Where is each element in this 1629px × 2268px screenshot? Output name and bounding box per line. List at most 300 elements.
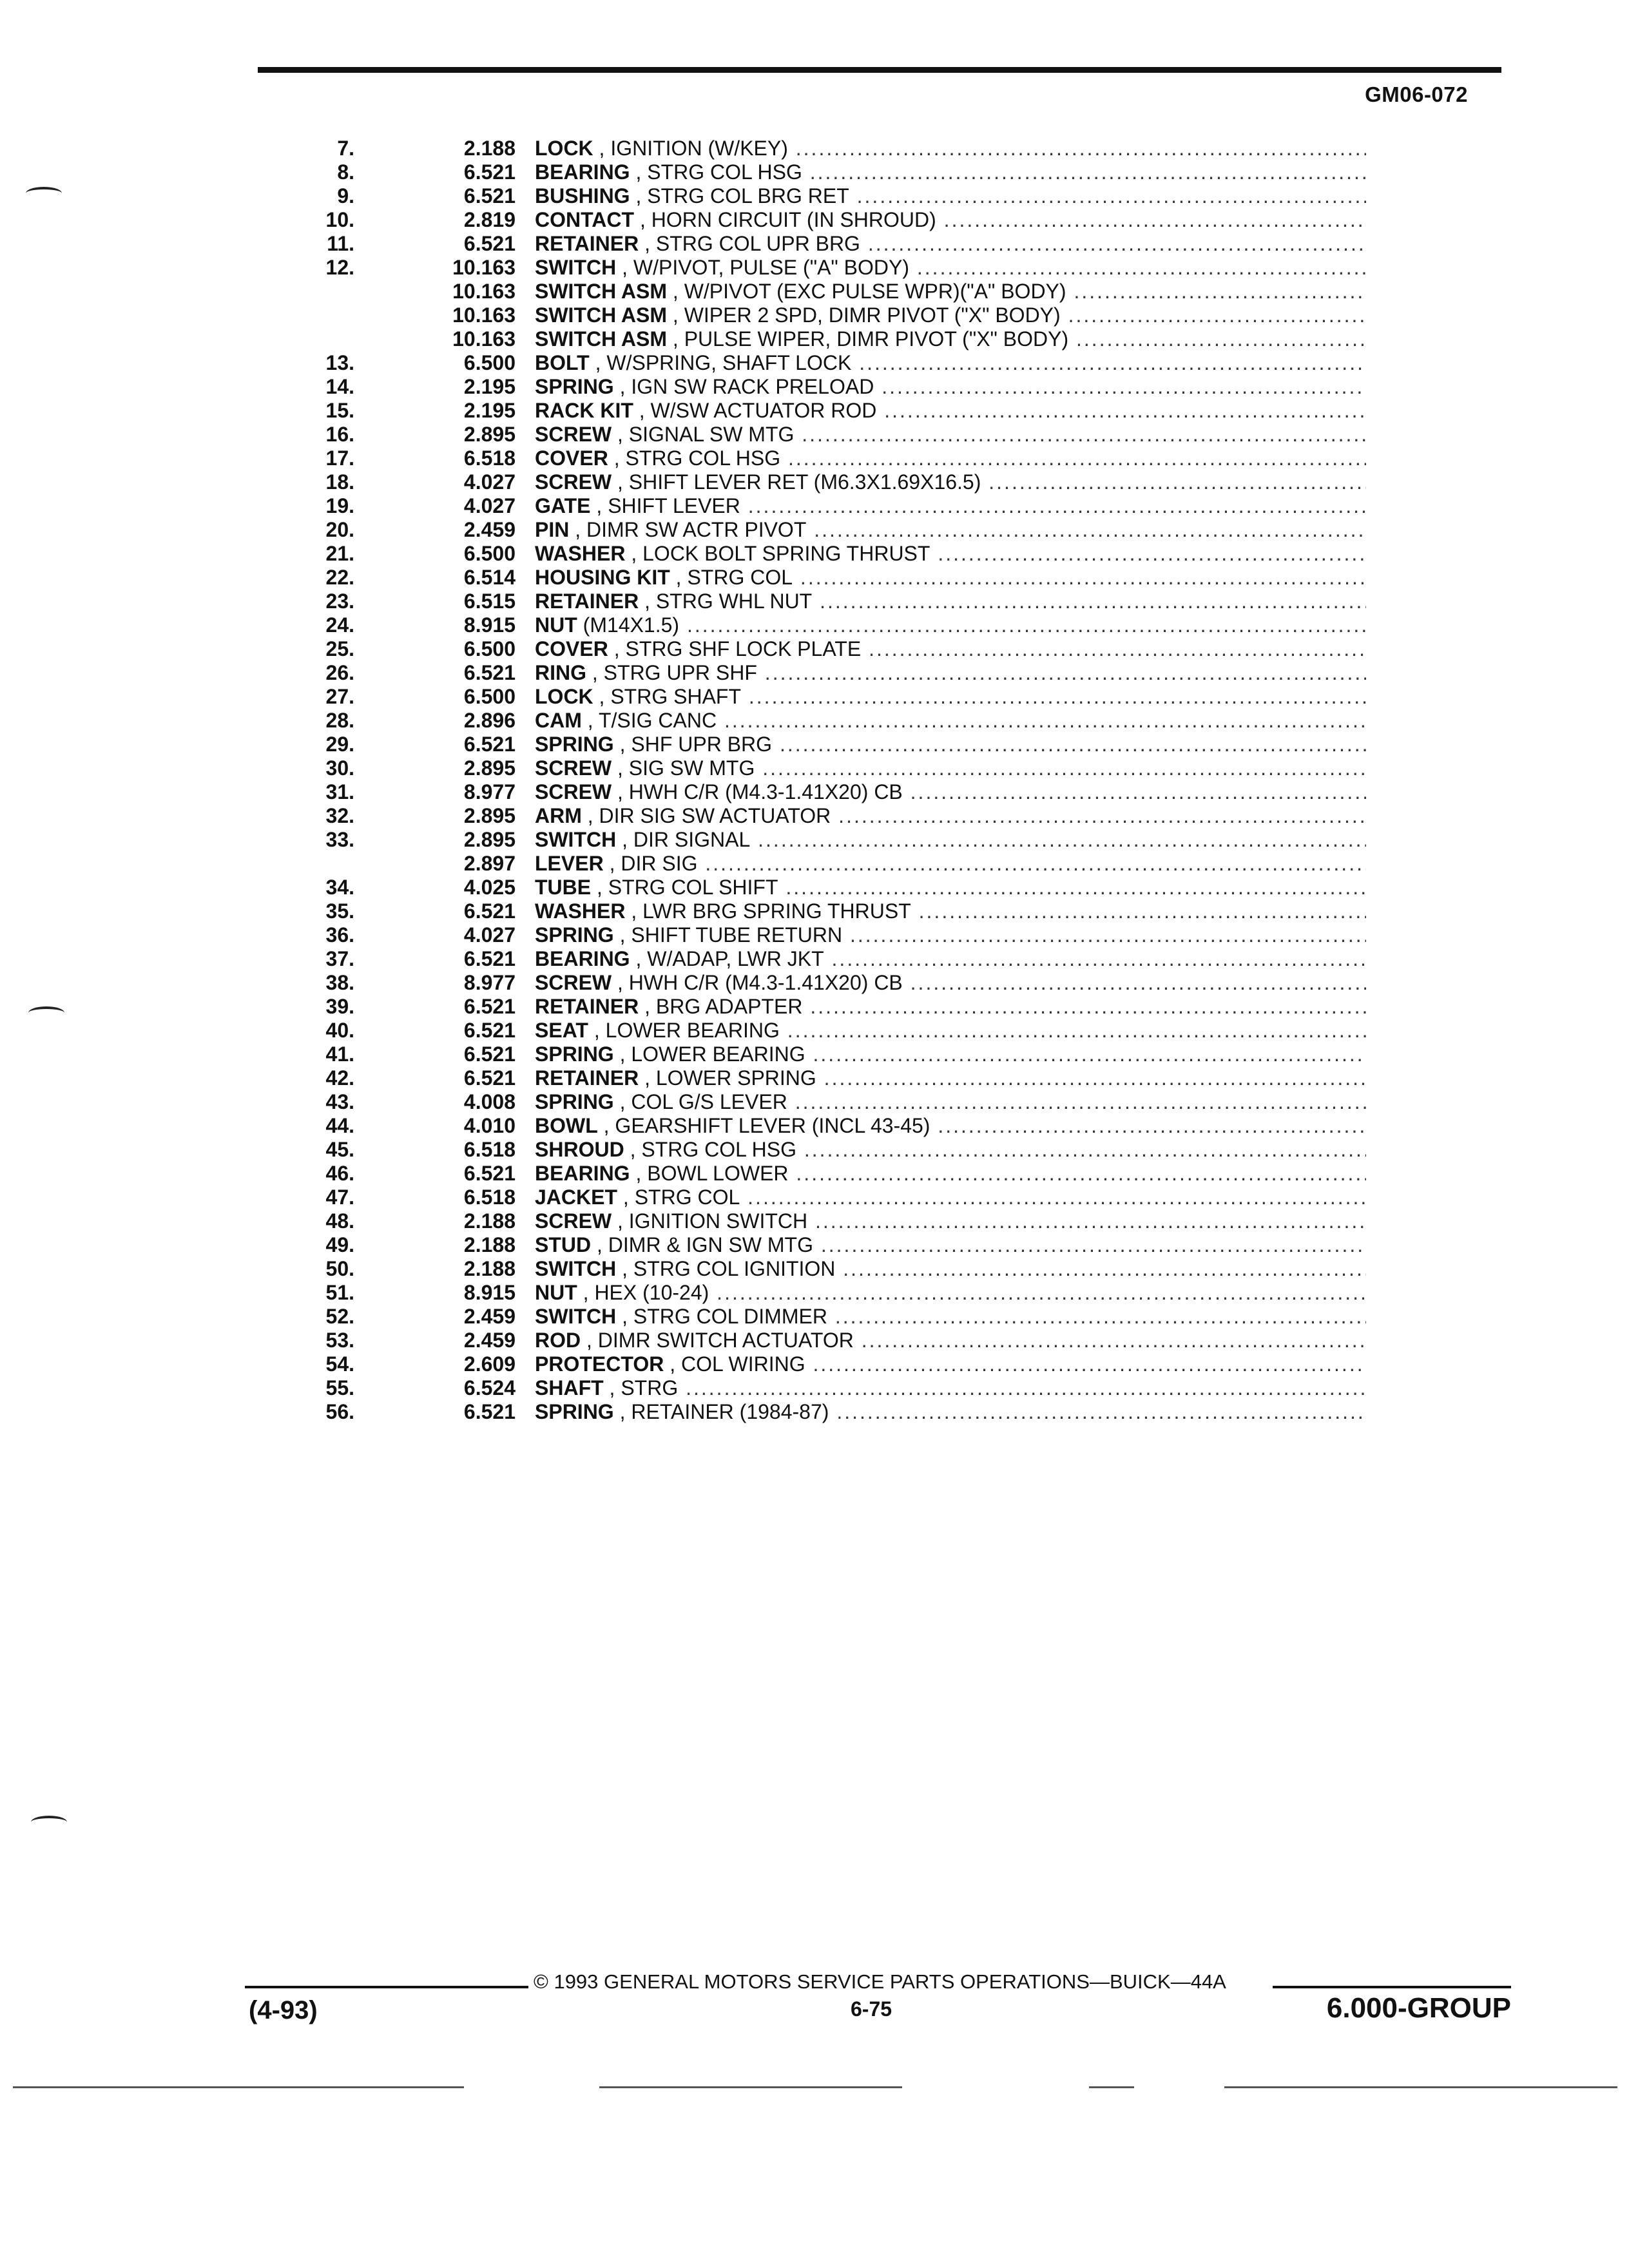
reference-number: 55. [325,1376,354,1399]
group-number: 2.188 [463,1209,516,1233]
group-label: 6.000-GROUP [1326,1992,1511,2024]
part-row [296,733,1366,756]
group-number: 6.521 [463,995,516,1018]
part-row [296,470,1366,494]
reference-number: 52. [325,1305,354,1328]
reference-number: 18. [325,470,354,494]
part-description: WASHER , LOCK BOLT SPRING THRUST ..... [535,542,1366,566]
part-description: ROD , DIMR SWITCH ACTUATOR ..... [535,1329,1366,1352]
part-detail: STRG COL HSG [647,160,802,184]
part-detail: COL G/S LEVER [631,1090,787,1113]
part-row [296,1090,1366,1114]
group-number: 2.819 [463,208,516,231]
reference-number: 29. [325,733,354,756]
part-detail: W/ADAP, LWR JKT [647,947,824,970]
part-name: BOLT [535,351,590,374]
part-description: SHAFT , STRG ..... [535,1376,1366,1400]
part-detail: IGN SW RACK PRELOAD [631,375,874,398]
part-detail: W/SPRING, SHAFT LOCK [606,351,852,374]
part-detail: STRG COL SHIFT [608,876,778,899]
part-row [296,303,1366,327]
part-name: SCREW [535,756,612,780]
part-description: HOUSING KIT , STRG COL ..... [535,566,1366,590]
part-detail: LWR BRG SPRING THRUST [642,899,911,923]
reference-number: 12. [325,256,354,279]
part-name: COVER [535,637,608,660]
part-name: SHROUD [535,1138,624,1161]
part-description: SWITCH ASM , WIPER 2 SPD, DIMR PIVOT ("X" BODY) ..... [535,303,1366,327]
part-description: ARM , DIR SIG SW ACTUATOR ..... [535,804,1366,828]
part-name: SWITCH ASM [535,327,668,351]
group-number: 2.459 [463,1329,516,1352]
reference-number: 36. [325,923,354,947]
reference-number: 15. [325,399,354,422]
part-name: LOCK [535,137,593,160]
group-number: 6.521 [463,184,516,207]
group-number: 6.521 [463,232,516,255]
part-detail: STRG COL HSG [625,447,781,470]
reference-number: 41. [325,1043,354,1066]
part-row [296,399,1366,423]
group-number: 2.195 [463,399,516,422]
part-description: NUT , HEX (10-24) ..... [535,1281,1366,1305]
part-description [535,613,1366,637]
part-detail: HORN CIRCUIT (IN SHROUD) [651,208,936,231]
part-description: SCREW , SHIFT LEVER RET (M6.3X1.69X16.5) ..... [535,470,1366,494]
part-name: BOWL [535,1114,598,1137]
part-name: LEVER [535,852,604,875]
group-number: 2.895 [463,828,516,851]
group-number: 6.518 [463,447,516,470]
part-detail: STRG COL BRG RET [647,184,849,207]
part-detail: SIGNAL SW MTG [628,423,795,446]
part-row [296,208,1366,232]
part-description: SHROUD , STRG COL HSG ..... [535,1138,1366,1162]
part-description: GATE , SHIFT LEVER ..... [535,494,1366,518]
part-row [296,1162,1366,1186]
part-detail: DIMR & IGN SW MTG [608,1233,813,1256]
part-description: STUD , DIMR & IGN SW MTG ..... [535,1233,1366,1257]
reference-number: 8. [337,160,354,184]
reference-number: 54. [325,1352,354,1376]
group-number: 6.500 [463,351,516,374]
part-row [296,447,1366,470]
group-number: 6.518 [463,1138,516,1161]
part-detail: T/SIG CANC [598,709,717,732]
part-description: RING , STRG UPR SHF ..... [535,661,1366,685]
group-number: 6.515 [463,590,516,613]
part-description: RETAINER , LOWER SPRING ..... [535,1066,1366,1090]
reference-number: 47. [325,1186,354,1209]
part-name: BEARING [535,947,630,970]
part-detail: PULSE WIPER, DIMR PIVOT ("X" BODY) [684,327,1069,351]
part-detail: STRG SHF LOCK PLATE [625,637,862,660]
part-name: SCREW [535,470,612,494]
reference-number: 7. [337,137,354,160]
group-number: 10.163 [452,303,516,327]
part-name: NUT [535,1281,577,1304]
part-description: BEARING , BOWL LOWER ..... [535,1162,1366,1186]
group-number: 10.163 [452,280,516,303]
part-row [296,1257,1366,1281]
part-row [296,1352,1366,1376]
reference-number: 37. [325,947,354,970]
part-description: RETAINER , STRG COL UPR BRG ..... [535,232,1366,256]
part-detail: BOWL LOWER [647,1162,789,1185]
part-description: LOCK , STRG SHAFT ..... [535,685,1366,709]
part-name: CONTACT [535,208,635,231]
part-description: BEARING , W/ADAP, LWR JKT ..... [535,947,1366,971]
part-detail: IGNITION SWITCH [628,1209,808,1233]
part-name: RETAINER [535,995,639,1018]
group-number: 6.521 [463,1019,516,1042]
binder-hole-mark [28,1006,64,1019]
reference-number: 16. [325,423,354,446]
part-name: NUT [535,613,577,637]
scan-line [1224,2086,1617,2088]
part-name: ROD [535,1329,581,1352]
part-detail: STRG COL [634,1186,740,1209]
part-description: SWITCH , W/PIVOT, PULSE ("A" BODY) ..... [535,256,1366,280]
part-description: COVER , STRG SHF LOCK PLATE ..... [535,637,1366,661]
reference-number: 40. [325,1019,354,1042]
part-row [296,542,1366,566]
part-row [296,232,1366,256]
part-description: SPRING , RETAINER (1984-87) ..... [535,1400,1366,1424]
part-detail: HWH C/R (M4.3-1.41X20) CB [628,780,903,803]
group-number: 2.188 [463,1233,516,1256]
part-name: SWITCH [535,828,617,851]
part-name: SWITCH [535,1305,617,1328]
part-row [296,876,1366,899]
binder-hole-mark [31,1816,67,1829]
part-name: SCREW [535,423,612,446]
reference-number: 11. [327,232,354,255]
part-name: PIN [535,518,570,541]
reference-number: 46. [325,1162,354,1185]
part-row [296,828,1366,852]
part-name: SCREW [535,780,612,803]
group-number: 4.027 [463,923,516,947]
part-detail: LOWER BEARING [605,1019,780,1042]
part-name: GATE [535,494,591,517]
group-number: 6.514 [463,566,516,589]
part-description: SWITCH , DIR SIGNAL ..... [535,828,1366,852]
part-row [296,661,1366,685]
part-row [296,256,1366,280]
part-row [296,280,1366,303]
reference-number: 27. [325,685,354,708]
part-detail: WIPER 2 SPD, DIMR PIVOT ("X" BODY) [684,303,1061,327]
reference-number: 39. [325,995,354,1018]
group-number: 2.459 [463,1305,516,1328]
part-description: BUSHING , STRG COL BRG RET ..... [535,184,1366,208]
group-number: 2.895 [463,423,516,446]
part-row [296,518,1366,542]
part-name: SWITCH [535,256,617,279]
part-description: RACK KIT , W/SW ACTUATOR ROD ..... [535,399,1366,423]
part-name: COVER [535,447,608,470]
part-name: SWITCH [535,1257,617,1280]
part-detail: DIR SIGNAL [633,828,751,851]
part-detail: COL WIRING [680,1352,805,1376]
part-row [296,590,1366,613]
part-description: LEVER , DIR SIG ..... [535,852,1366,876]
part-detail: STRG COL IGNITION [633,1257,836,1280]
reference-number: 34. [325,876,354,899]
copyright-notice: © 1993 GENERAL MOTORS SERVICE PARTS OPERATIONS—BUICK—44A [534,1970,1226,1993]
part-detail: STRG COL UPR BRG [655,232,860,255]
part-name: RING [535,661,586,684]
part-name: SPRING [535,1090,614,1113]
part-row [296,1329,1366,1352]
part-description: BEARING , STRG COL HSG ..... [535,160,1366,184]
part-description: JACKET , STRG COL ..... [535,1186,1366,1209]
part-description: SEAT , LOWER BEARING ..... [535,1019,1366,1043]
group-number: 2.895 [463,804,516,827]
reference-number: 9. [337,184,354,207]
group-number: 8.915 [463,1281,516,1304]
group-number: 4.010 [463,1114,516,1137]
part-name: CAM [535,709,582,732]
part-row [296,375,1366,399]
group-number: 2.895 [463,756,516,780]
reference-number: 22. [325,566,354,589]
part-row [296,160,1366,184]
part-name: BEARING [535,160,630,184]
group-number: 6.521 [463,1162,516,1185]
part-name: SHAFT [535,1376,604,1399]
group-number: 2.195 [463,375,516,398]
part-detail: LOWER SPRING [655,1066,816,1090]
group-number: 6.521 [463,1400,516,1423]
part-description: BOWL , GEARSHIFT LEVER (INCL 43-45) ..... [535,1114,1366,1138]
part-row [296,494,1366,518]
group-number: 10.163 [452,327,516,351]
part-description: SCREW , SIG SW MTG ..... [535,756,1366,780]
footer-rule-right [1273,1986,1511,1988]
part-description: SCREW , IGNITION SWITCH ..... [535,1209,1366,1233]
part-detail: DIR SIG SW ACTUATOR [599,804,831,827]
part-name: RETAINER [535,590,639,613]
scan-line [1089,2086,1134,2088]
group-number: 6.521 [463,947,516,970]
reference-number: 19. [325,494,354,517]
part-row [296,1138,1366,1162]
group-number: 4.025 [463,876,516,899]
group-number: 2.188 [463,1257,516,1280]
part-name: SEAT [535,1019,588,1042]
part-row [296,1114,1366,1138]
part-detail: RETAINER (1984-87) [631,1400,829,1423]
parts-list [296,137,1366,1424]
part-name: JACKET [535,1186,618,1209]
reference-number: 25. [325,637,354,660]
part-detail: LOWER BEARING [631,1043,805,1066]
part-description: SWITCH , STRG COL IGNITION ..... [535,1257,1366,1281]
part-description: WASHER , LWR BRG SPRING THRUST ..... [535,899,1366,923]
part-row [296,780,1366,804]
part-detail: STRG COL [687,566,793,589]
part-name: BEARING [535,1162,630,1185]
part-description: SCREW , HWH C/R (M4.3-1.41X20) CB ..... [535,780,1366,804]
part-description: SPRING , IGN SW RACK PRELOAD ..... [535,375,1366,399]
group-number: 6.500 [463,542,516,565]
group-number: 6.521 [463,733,516,756]
part-row [296,566,1366,590]
part-description: RETAINER , STRG WHL NUT ..... [535,590,1366,613]
reference-number: 17. [325,447,354,470]
part-detail: SHIFT LEVER [608,494,740,517]
part-description: SWITCH , STRG COL DIMMER ..... [535,1305,1366,1329]
part-name: SPRING [535,923,614,947]
reference-number: 53. [325,1329,354,1352]
part-name: RETAINER [535,232,639,255]
part-description: RETAINER , BRG ADAPTER ..... [535,995,1366,1019]
reference-number: 31. [325,780,354,803]
part-detail: W/PIVOT (EXC PULSE WPR)("A" BODY) [684,280,1066,303]
group-number: 2.188 [463,137,516,160]
part-row [296,1043,1366,1066]
part-detail: STRG [621,1376,679,1399]
part-detail: HEX (10-24) [594,1281,709,1304]
reference-number: 35. [325,899,354,923]
group-number: 4.027 [463,494,516,517]
group-number: 6.500 [463,685,516,708]
part-detail: LOCK BOLT SPRING THRUST [642,542,930,565]
part-name: SPRING [535,375,614,398]
reference-number: 23. [325,590,354,613]
part-detail: STRG WHL NUT [655,590,813,613]
group-number: 6.521 [463,899,516,923]
page-number: 6-75 [851,1997,892,2021]
document-code: GM06-072 [1365,82,1468,106]
part-detail: DIMR SWITCH ACTUATOR [597,1329,854,1352]
reference-number: 42. [325,1066,354,1090]
part-row [296,1233,1366,1257]
header-rule [258,67,1501,73]
part-row [296,899,1366,923]
part-row [296,685,1366,709]
part-row [296,923,1366,947]
reference-number: 48. [325,1209,354,1233]
part-row [296,709,1366,733]
reference-number: 30. [325,756,354,780]
part-name: RETAINER [535,1066,639,1090]
reference-number: 28. [325,709,354,732]
reference-number: 13. [325,351,354,374]
part-name: SPRING [535,1400,614,1423]
part-row [296,351,1366,375]
part-detail: STRG SHAFT [610,685,741,708]
part-description: LOCK , IGNITION (W/KEY) ..... [535,137,1366,160]
reference-number: 51. [325,1281,354,1304]
reference-number: 44. [325,1114,354,1137]
reference-number: 32. [325,804,354,827]
reference-number: 38. [325,971,354,994]
reference-number: 49. [325,1233,354,1256]
group-number: 8.915 [463,613,516,637]
part-detail: STRG UPR SHF [603,661,757,684]
part-description: SPRING , COL G/S LEVER ..... [535,1090,1366,1114]
group-number: 6.524 [463,1376,516,1399]
part-row [296,756,1366,780]
part-detail: W/SW ACTUATOR ROD [650,399,877,422]
part-name: ARM [535,804,582,827]
part-detail: W/PIVOT, PULSE ("A" BODY) [633,256,909,279]
part-detail: IGNITION (W/KEY) [610,137,788,160]
reference-number: 20. [325,518,354,541]
part-name: TUBE [535,876,592,899]
part-name: SPRING [535,733,614,756]
part-row [296,184,1366,208]
group-number: 10.163 [452,256,516,279]
reference-number: 43. [325,1090,354,1113]
binder-hole-mark [26,187,62,200]
part-row [296,1209,1366,1233]
part-detail: GEARSHIFT LEVER (INCL 43-45) [615,1114,930,1137]
reference-number: 56. [325,1400,354,1423]
group-number: 6.521 [463,1066,516,1090]
part-row [296,137,1366,160]
part-row [296,327,1366,351]
reference-number: 50. [325,1257,354,1280]
part-description: SCREW , HWH C/R (M4.3-1.41X20) CB ..... [535,971,1366,995]
part-name: SCREW [535,971,612,994]
part-row [296,971,1366,995]
part-row [296,947,1366,971]
reference-number: 14. [325,375,354,398]
part-detail: DIMR SW ACTR PIVOT [586,518,807,541]
part-detail: SIG SW MTG [628,756,755,780]
part-row [296,1019,1366,1043]
part-name: SPRING [535,1043,614,1066]
part-name: STUD [535,1233,592,1256]
group-number: 2.896 [463,709,516,732]
part-row [296,1281,1366,1305]
group-number: 6.521 [463,1043,516,1066]
group-number: 4.027 [463,470,516,494]
part-row [296,1305,1366,1329]
part-description: SWITCH ASM , PULSE WIPER, DIMR PIVOT ("X" BODY) ..... [535,327,1366,351]
part-name: WASHER [535,899,626,923]
part-name: SWITCH ASM [535,303,668,327]
part-row [296,637,1366,661]
part-name: RACK KIT [535,399,633,422]
part-row [296,613,1366,637]
group-number: 4.008 [463,1090,516,1113]
part-row [296,1376,1366,1400]
part-description: SPRING , SHIFT TUBE RETURN ..... [535,923,1366,947]
group-number: 6.521 [463,661,516,684]
part-description: SWITCH ASM , W/PIVOT (EXC PULSE WPR)("A" BODY) ..... [535,280,1366,303]
footer-rule-left [245,1986,528,1988]
group-number: 8.977 [463,780,516,803]
part-description: COVER , STRG COL HSG ..... [535,447,1366,470]
group-number: 2.609 [463,1352,516,1376]
part-detail: HWH C/R (M4.3-1.41X20) CB [628,971,903,994]
part-detail: BRG ADAPTER [655,995,803,1018]
part-name: BUSHING [535,184,630,207]
part-detail: SHIFT LEVER RET (M6.3X1.69X16.5) [628,470,981,494]
part-description: TUBE , STRG COL SHIFT ..... [535,876,1366,899]
part-name: WASHER [535,542,626,565]
part-description: SPRING , SHF UPR BRG ..... [535,733,1366,756]
scan-line [599,2086,902,2088]
part-row [296,852,1366,876]
reference-number: 24. [325,613,354,637]
group-number: 6.521 [463,160,516,184]
